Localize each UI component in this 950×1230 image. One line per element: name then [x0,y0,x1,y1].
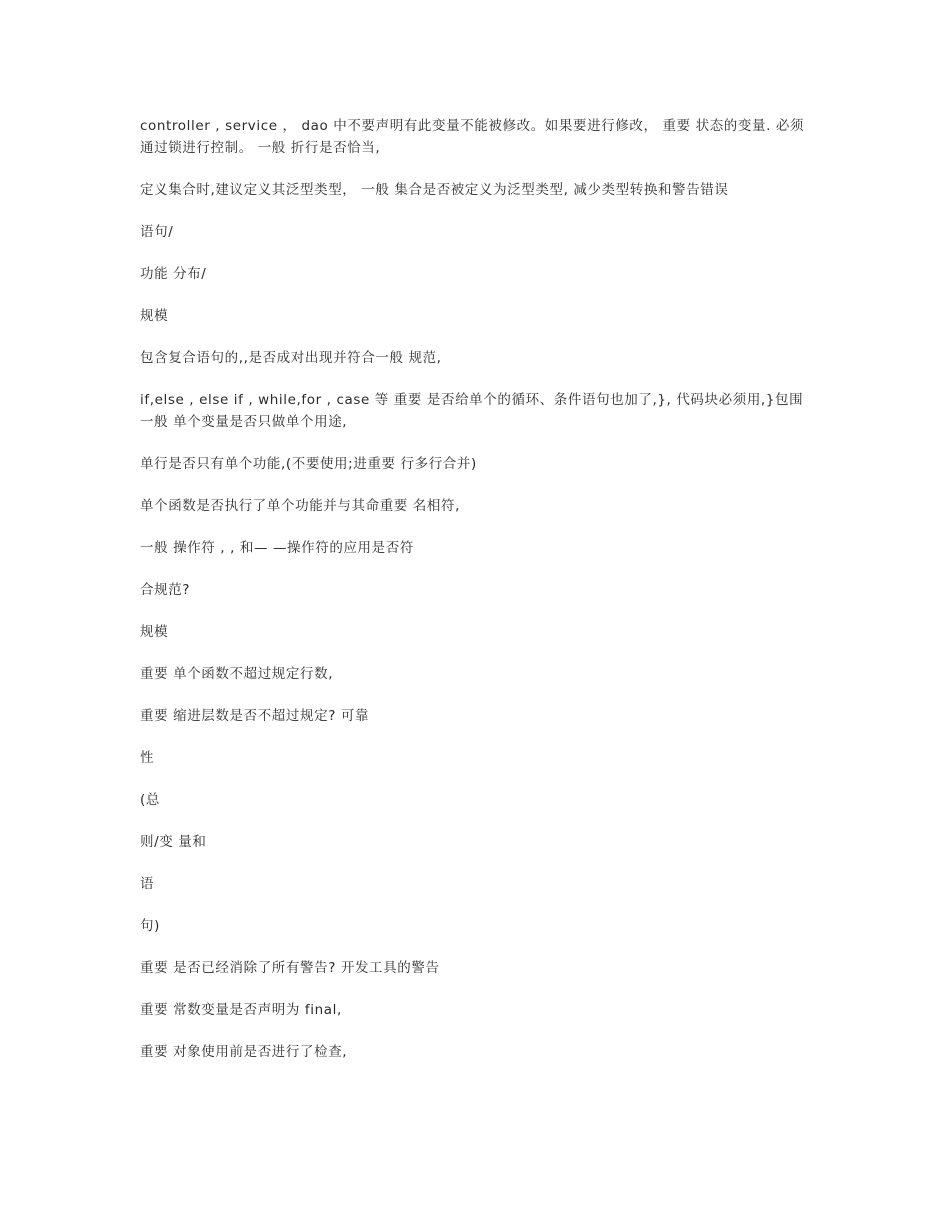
paragraph-1: controller , service ， dao 中不要声明有此变量不能被修改。如果要进行修改， 重要 状态的变量. 必须通过锁进行控制。 一般 折行是否恰当, [140,118,805,156]
paragraph-14: 重要 缩进层数是否不超过规定? 可靠 [140,708,370,724]
paragraph-13: 重要 单个函数不超过规定行数, [140,666,334,682]
paragraph-2: 定义集合时,建议定义其泛型类型， 一般 集合是否被定义为泛型类型, 减少类型转换和警告错误 [140,182,729,198]
paragraph-6: 包含复合语句的,,是否成对出现并符合一般 规范, [140,350,442,366]
paragraph-15: 性 [140,750,155,766]
paragraph-11: 合规范? [140,582,191,598]
paragraph-3: 语句/ [140,224,174,240]
paragraph-8: 单行是否只有单个功能,(不要使用;进重要 行多行合并) [140,456,477,472]
paragraph-4: 功能 分布/ [140,266,207,282]
paragraph-16: (总 [140,792,160,808]
document-body [140,115,815,1083]
paragraph-7: if,else , else if , while,for , case 等 重要 是否给单个的循环、条件语句也加了,}, 代码块必须用,}包围 一般 单个变量是否只做单个用途, [140,392,809,430]
paragraph-19: 句) [140,918,160,934]
paragraph-5: 规模 [140,308,169,324]
paragraph-22: 重要 对象使用前是否进行了检查, [140,1044,348,1060]
paragraph-17: 则/变 量和 [140,834,207,850]
paragraph-20: 重要 是否已经消除了所有警告? 开发工具的警告 [140,960,440,976]
paragraph-9: 单个函数是否执行了单个功能并与其命重要 名相符, [140,498,460,514]
paragraph-21: 重要 常数变量是否声明为 final, [140,1002,342,1018]
paragraph-12: 规模 [140,624,169,640]
paragraph-18: 语 [140,876,155,892]
paragraph-10: 一般 操作符 , , 和— —操作符的应用是否符 [140,540,414,556]
